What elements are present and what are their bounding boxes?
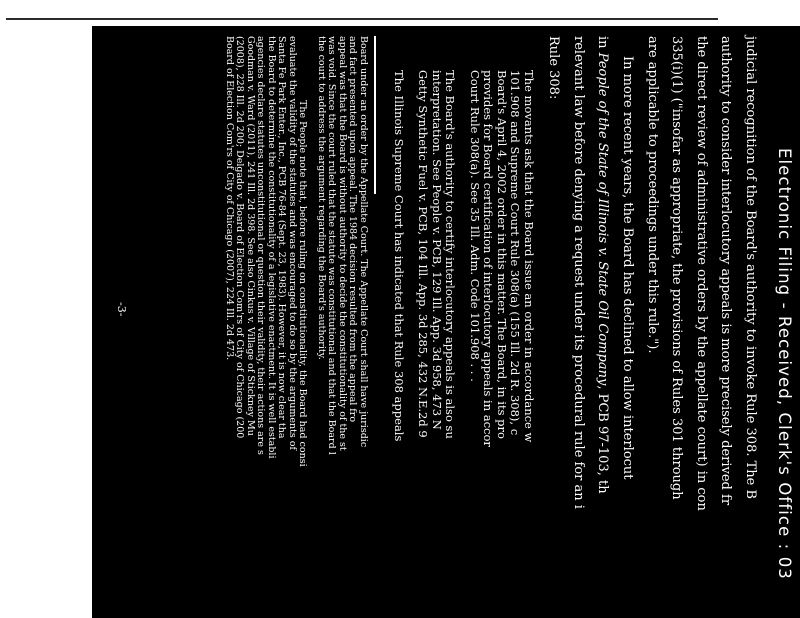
scan-edge-line	[6, 18, 718, 20]
block-quote	[380, 36, 541, 616]
footnote-divider	[374, 36, 376, 194]
body-line: In more recent years, the Board has declined to allow interlocut	[620, 56, 636, 480]
footnote-line: was void. Since the court ruled that the statute was constitutional and that the Board l	[326, 36, 338, 455]
quote-line: provides for Board certification of interlocutory appeals in accor	[481, 70, 496, 447]
body-line: judicial recognition of the Board's authority to invoke Rule 308. The B	[743, 36, 758, 500]
footnote-line: Board of Election Com'rs of City of Chicago (2007), 224 Ill. 2d 473.	[223, 36, 235, 361]
footnote-line: the Board to determine the constitutionality of a legislative enactment. It is well establi	[265, 36, 277, 459]
footnote-line: the court to address the argument regarding the Board's authority.	[315, 36, 327, 360]
scanned-page	[92, 26, 800, 618]
quote-line: The movants ask that the Board issue an order in accordance w	[521, 70, 536, 443]
footnote-line: agencies declare statutes unconstitutional or question their validity, their actions are s	[255, 36, 267, 455]
footnote-line: (2008), 228 Ill. 2d 200; Delgado v. Board of Election Com'rs of City of Chicago (200	[234, 36, 246, 439]
body-line: are applicable to proceedings under this rule.").	[644, 36, 660, 354]
body-line: the direct review of administrative orders by the appellate court) in con	[693, 36, 709, 511]
case-name: People of the State of Illinois v. State Oil Company	[595, 52, 611, 386]
footnote-line: Santa Fe Park Enter., Inc., PCB 76-84 (Sept. 23, 1983). However, it is now clear tha	[276, 36, 288, 439]
body-line: 335(i)(1) ("insofar as appropriate, the provisions of Rules 301 through	[669, 36, 685, 500]
document-body	[223, 36, 762, 616]
filing-header: Electronic Filing - Received, Clerk's Office : 03	[775, 148, 794, 580]
quote-line: Board's April 4, 2002 order in this matter. The Board, in its pro	[494, 70, 509, 439]
quote-line: 101.908 and Supreme Court Rule 308(a) (155 Ill. 2d R. 308), c	[508, 70, 523, 436]
quote-line: Getty Synthetic Fuel v. PCB, 104 Ill. App. 3d 285, 432 N.E.2d 9	[416, 70, 431, 438]
body-line: in People of the State of Illinois v. State Oil Company, PCB 97-103, th	[595, 36, 611, 494]
footnote-line: and fact presented upon appeal. The 1984 decision resulted from the appeal fro	[347, 36, 359, 423]
footnote-line: Goodman v. Ward (2011), 241 Ill. 2d 398. See also Cinkus v. Village of Stickney Mu	[244, 36, 256, 436]
rotated-content	[92, 26, 800, 618]
body-line: Rule 308:	[546, 36, 562, 100]
page-number: -3-	[115, 302, 128, 317]
body-line: authority to consider interlocutory appeals is more precisely derived fr	[718, 36, 734, 506]
quote-line: The Board's authority to certify interlocutory appeals is also su	[443, 70, 458, 439]
quote-line: The Illinois Supreme Court has indicated that Rule 308 appeals	[392, 70, 407, 442]
quote-line: Court Rule 308(a). See 35 Ill. Adm. Code 101.908 . . .	[467, 70, 482, 382]
quote-line: interpretation. See People v. PCB, 129 Ill. App. 3d 958, 473 N	[429, 70, 444, 430]
footnote-line: evaluate the validity of the statutes and was encouraged to do so by the arguments of	[286, 36, 298, 451]
footnotes	[223, 36, 368, 616]
body-line: relevant law before denying a request under its procedural rule for an i	[570, 36, 586, 509]
footnote-line: appeal was that the Board is without authority to decide the constitutionality of the st	[336, 36, 348, 451]
footnote-line: Board under an order by the Appellate Court. The Appellate Court shall have jurisdic	[357, 36, 369, 448]
footnote-line: The People note that, before ruling on constitutionality, the Board had consi	[297, 100, 309, 467]
